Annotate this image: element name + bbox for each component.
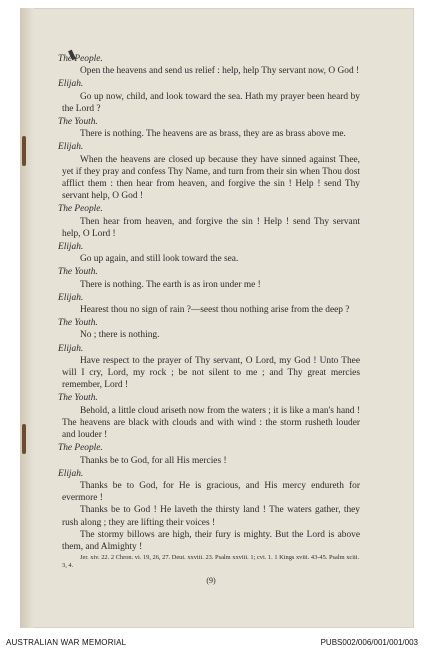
speaker-name: Elijah. — [58, 292, 84, 303]
staple-top — [22, 136, 26, 166]
dialogue-blocks — [58, 53, 360, 553]
page-spine — [20, 8, 34, 628]
archive-footer — [0, 636, 426, 650]
speech-text: Open the heavens and send us relief : help, help Thy servant now, O God ! — [80, 66, 360, 77]
speaker-name: The Youth. — [58, 267, 98, 278]
speech-text: Then hear from heaven, and forgive the sin ! Help ! send Thy servant help, O Lord ! — [62, 216, 360, 239]
speaker-name: Elijah. — [58, 142, 84, 153]
speaker-name: Elijah. — [58, 242, 84, 253]
speech-text: There is nothing. The earth is as iron under me ! — [80, 279, 261, 290]
speech-text: Go up now, child, and look toward the sea. Hath my prayer been heard by the Lord ? — [62, 91, 360, 114]
speaker-name: Elijah. — [58, 79, 84, 90]
speech-text: There is nothing. The heavens are as brass, they are as brass above me. — [80, 129, 346, 140]
speaker-name: The People. — [58, 204, 103, 215]
staple-bottom — [22, 424, 26, 454]
speaker-name: Elijah. — [58, 468, 84, 479]
speech-text: When the heavens are closed up because they have sinned against Thee, yet if they pray and confess Thy Name, and turn from their sin when Thou dost afflict them : then hear from heaven, and forgive the sin ! Help ! send Thy servant help, O God ! — [62, 154, 360, 202]
speech-text: Go up again, and still look toward the sea. — [80, 254, 239, 265]
scripture-references: Jer. xiv. 22. 2 Chron. vi. 19, 26, 27. Deut. xxviii. 23. Psalm xxviii. 1; cvi. 1. 1 Kings xviii. 43-45. Psalm xciii. 3, 4. — [62, 554, 360, 569]
speech-text: Thanks be to God ! He laveth the thirsty land ! The waters gather, they rush along ; they are lifting their voices ! — [62, 505, 360, 528]
libretto-text — [58, 52, 360, 587]
footer-institution: AUSTRALIAN WAR MEMORIAL — [6, 638, 127, 647]
speech-text: The stormy billows are high, their fury is mighty. But the Lord is above them, and Almighty ! — [62, 529, 360, 552]
speaker-name: The People. — [58, 443, 103, 454]
speaker-name: The Youth. — [58, 393, 98, 404]
speaker-name: Elijah. — [58, 343, 84, 354]
speech-text: Have respect to the prayer of Thy servant, O Lord, my God ! Unto Thee will I cry, Lord, my rock ; be not silent to me ; and Thy great mercies remember, Lord ! — [62, 355, 360, 391]
speaker-name: The People. — [58, 54, 103, 64]
speaker-name: The Youth. — [58, 117, 98, 128]
speech-text: Thanks be to God, for all His mercies ! — [80, 455, 227, 466]
speech-text: Hearest thou no sign of rain ?—seest thou nothing arise from the deep ? — [80, 305, 350, 316]
speech-text: Behold, a little cloud ariseth now from the waters ; it is like a man's hand ! The heavens are black with clouds and with wind : the storm rusheth louder and louder ! — [62, 405, 360, 441]
speaker-name: The Youth. — [58, 318, 98, 329]
footer-reference: PUBS002/006/001/001/003 — [320, 638, 418, 647]
speech-text: Thanks be to God, for He is gracious, and His mercy endureth for evermore ! — [62, 480, 360, 504]
page-number: (9) — [206, 575, 216, 585]
speech-text: No ; there is nothing. — [80, 330, 160, 341]
